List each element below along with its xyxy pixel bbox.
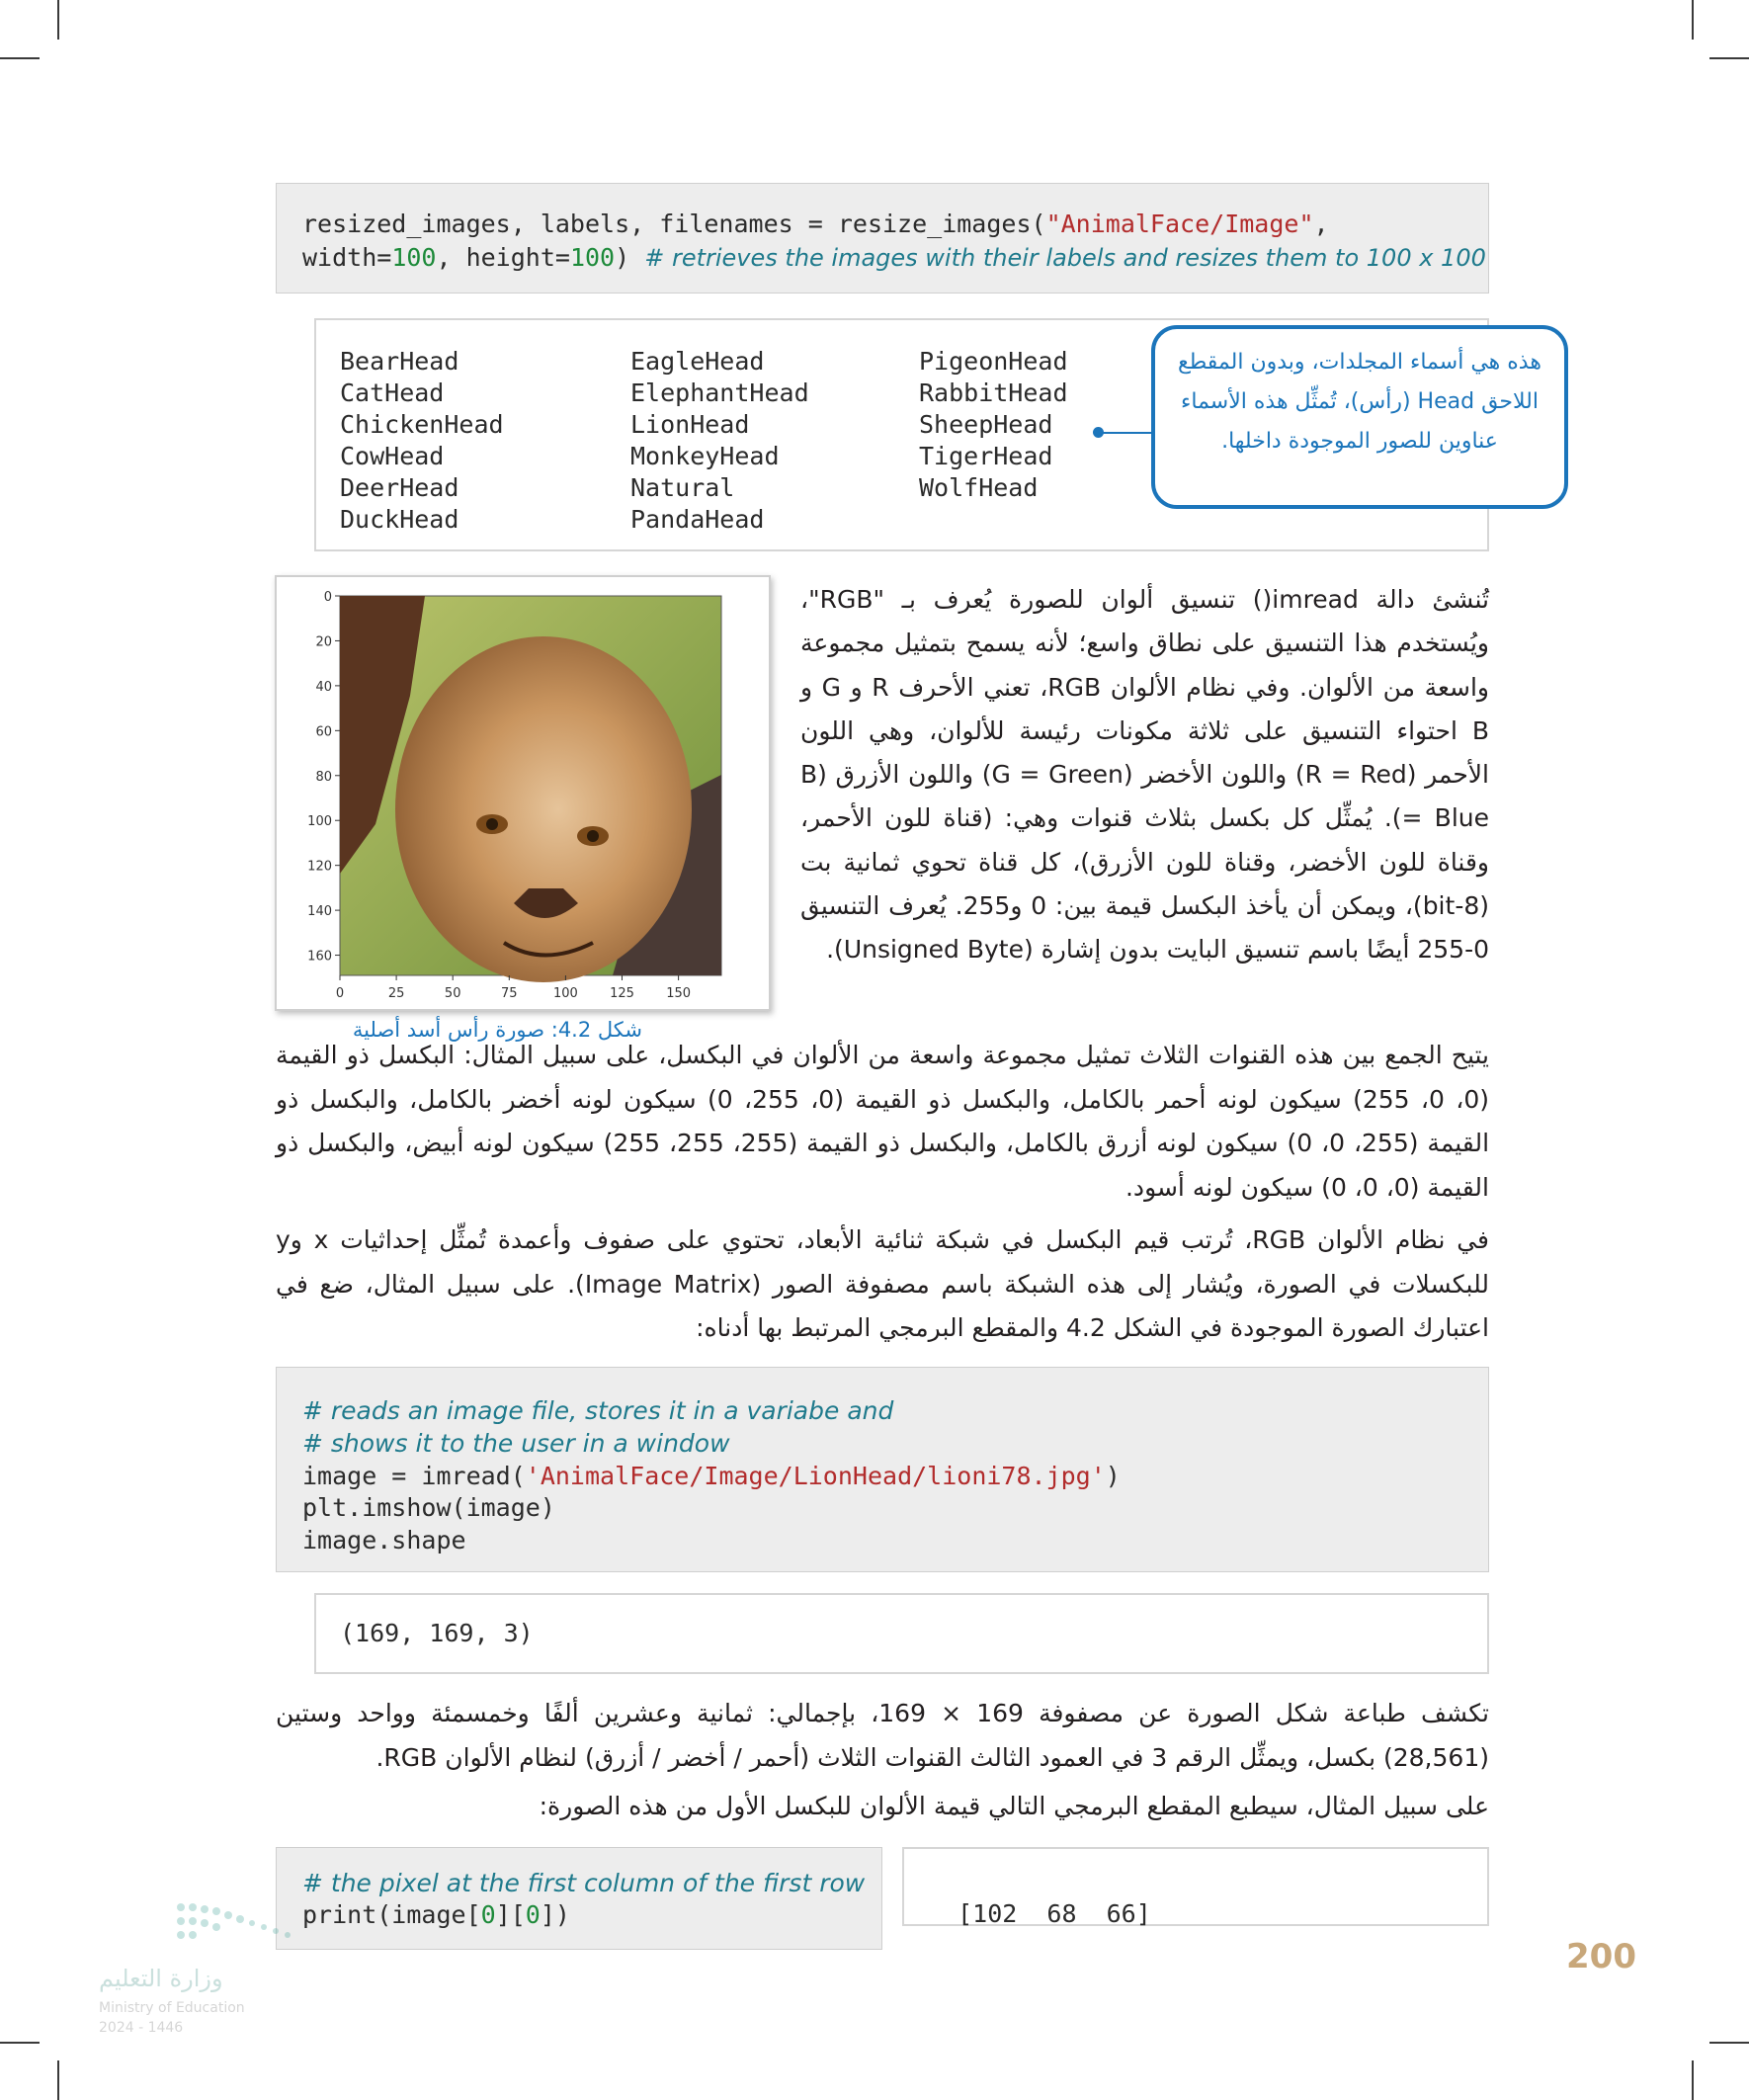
code-text: )	[1105, 1461, 1121, 1490]
folder-name: EagleHead	[630, 347, 765, 376]
folder-name: PandaHead	[630, 505, 765, 534]
logo-year: 2024 - 1446	[99, 2020, 184, 2036]
x-tick-label: 100	[552, 986, 578, 1001]
code-text: image = imread(	[302, 1461, 526, 1490]
axes	[340, 596, 721, 982]
folder-name: DeerHead	[340, 473, 459, 502]
code-block-resize	[276, 183, 1489, 294]
y-tick-label: 40	[315, 679, 332, 695]
x-axis-ticks	[336, 975, 691, 1001]
code-string: 'AnimalFace/Image/LionHead/lioni78.jpg'	[525, 1461, 1106, 1490]
code-line	[302, 241, 1488, 275]
x-tick-label: 0	[335, 986, 345, 1001]
paragraph-first-pixel: على سبيل المثال، سيطبع المقطع البرمجي التالي قيمة الألوان للبكسل الأول من هذه الصورة:	[539, 1792, 1489, 1820]
code-number: 100	[391, 243, 437, 272]
crop-mark	[57, 0, 59, 40]
crop-mark	[0, 2042, 40, 2044]
code-comment: # shows it to the user in a window	[302, 1428, 730, 1458]
code-text: , height=	[436, 243, 570, 272]
code-block-imread	[276, 1367, 1489, 1572]
code-text: print(image[	[302, 1900, 481, 1929]
shape-output	[314, 1593, 1489, 1674]
y-tick-label: 100	[307, 814, 332, 830]
folder-name: WolfHead	[919, 473, 1039, 502]
ministry-logo	[94, 1897, 321, 2046]
crop-mark	[1692, 2060, 1694, 2100]
code-line	[302, 1899, 881, 1931]
code-number: 100	[569, 243, 616, 272]
code-text: ])	[540, 1900, 570, 1929]
x-tick-label: 150	[666, 986, 692, 1001]
folder-name: Natural	[630, 473, 735, 502]
crop-mark	[1709, 2042, 1749, 2044]
code-string: "AnimalFace/Image"	[1045, 210, 1314, 238]
logo-english-name: Ministry of Education	[99, 2000, 245, 2016]
y-axis-ticks	[307, 590, 340, 965]
page-number: 200	[1566, 1937, 1636, 1976]
folder-name: SheepHead	[919, 410, 1053, 439]
code-text: resized_images, labels, filenames = resize_images(	[302, 210, 1046, 238]
figure-frame	[275, 575, 771, 1011]
figure-caption: شكل 4.2: صورة رأس أسد أصلية	[352, 1018, 642, 1042]
callout-connector-dot	[1093, 427, 1104, 438]
x-tick-label: 25	[387, 986, 405, 1001]
y-tick-label: 60	[315, 724, 332, 740]
folder-name: RabbitHead	[919, 378, 1068, 407]
x-tick-label: 125	[610, 986, 634, 1001]
code-comment: # reads an image file, stores it in a variabe and	[302, 1396, 894, 1425]
code-number: 0	[525, 1900, 541, 1929]
y-tick-label: 160	[307, 949, 332, 965]
code-text: ][	[495, 1900, 526, 1929]
y-tick-label: 0	[323, 590, 332, 605]
folder-name: MonkeyHead	[630, 442, 780, 470]
paragraph-shape-explanation: تكشف طباعة شكل الصورة عن مصفوفة 169 × 169، بإجمالي: ثمانية وعشرين ألفًا وخمسمئة وواحد وستين (28,561) بكسل، ويمثِّل الرقم 3 في العمود الثالث القنوات الثلاث (أحمر / أخضر / أزرق) لنظام الألوان RGB.	[276, 1699, 1489, 1772]
folder-name: DuckHead	[340, 505, 459, 534]
code-comment: # retrieves the images with their labels and resizes them to 100 x 100	[644, 244, 1486, 272]
folder-column-3	[919, 346, 1068, 504]
lion-head-image	[395, 636, 692, 982]
code-text: ,	[1313, 210, 1329, 238]
code-block-print-pixel	[276, 1847, 882, 1950]
code-comment: # the pixel at the first column of the first row	[302, 1869, 866, 1897]
callout-connector	[1099, 432, 1154, 434]
x-tick-label: 50	[444, 986, 461, 1001]
y-tick-label: 80	[315, 769, 332, 785]
code-line: plt.imshow(image)	[302, 1493, 555, 1523]
code-line: image.shape	[302, 1526, 466, 1555]
folder-name: PigeonHead	[919, 347, 1068, 376]
folder-name: CowHead	[340, 442, 445, 470]
y-tick-label: 20	[315, 634, 332, 650]
callout-note	[1151, 325, 1568, 509]
folder-name: ElephantHead	[630, 378, 809, 407]
y-tick-label: 120	[307, 859, 332, 875]
code-line	[302, 208, 1488, 241]
folder-name: CatHead	[340, 378, 445, 407]
x-tick-label: 75	[501, 986, 518, 1001]
output-text: [102 68 66]	[958, 1899, 1151, 1928]
folder-name: TigerHead	[919, 442, 1053, 470]
crop-mark	[57, 2060, 59, 2100]
output-text: (169, 169, 3)	[340, 1619, 534, 1647]
code-line	[302, 1461, 1488, 1493]
paragraph-image-matrix: في نظام الألوان RGB، تُرتب قيم البكسل في شبكة ثنائية الأبعاد، تحتوي على صفوف وأعمدة تُمثِّل إحداثيات x وy للبكسلات في الصورة، ويُشار إلى هذه الشبكة باسم مصفوفة الصور (Image Matrix). على سبيل المثال، ضع في اعتبارك الصورة الموجودة في الشكل 4.2 والمقطع البرمجي المرتبط بها أدناه:	[276, 1225, 1489, 1342]
folder-column-2	[630, 346, 809, 536]
logo-arabic-name: وزارة التعليم	[99, 1965, 223, 1992]
folder-name: ChickenHead	[340, 410, 504, 439]
folder-name: BearHead	[340, 347, 459, 376]
crop-mark	[1709, 57, 1749, 59]
folder-name: LionHead	[630, 410, 750, 439]
y-tick-label: 140	[307, 904, 332, 920]
folder-column-1	[340, 346, 504, 536]
crop-mark	[0, 57, 40, 59]
pixel-output	[902, 1847, 1489, 1926]
crop-mark	[1692, 0, 1694, 40]
lion-plot	[277, 577, 769, 1009]
callout-text: هذه هي أسماء المجلدات، وبدون المقطع اللاحق Head (رأس)، تُمثِّل هذه الأسماء عناوين للصور الموجودة داخلها.	[1178, 350, 1541, 454]
code-text: )	[615, 243, 630, 272]
code-number: 0	[480, 1900, 496, 1929]
paragraph-rgb-intro: تُنشئ دالة imread() تنسيق ألوان للصورة يُعرف بـ "RGB"، ويُستخدم هذا التنسيق على نطاق واسع؛ لأنه يسمح بتمثيل مجموعة واسعة من الألوان. وفي نظام الألوان RGB، تعني الأحرف R و G و B احتواء التنسيق على ثلاثة مكونات رئيسة للألوان، وهي اللون الأحمر (R = Red) واللون الأخضر (G = Green) واللون الأزرق (B = Blue). يُمثِّل كل بكسل بثلاث قنوات وهي: (قناة للون الأحمر، وقناة للون الأخضر، وقناة للون الأزرق)، كل قناة تحوي ثمانية بت (8-bit)، ويمكن أن يأخذ البكسل قيمة بين: 0 و255. يُعرف التنسيق 0-255 أيضًا باسم تنسيق البايت بدون إشارة (Unsigned Byte).	[800, 585, 1490, 965]
paragraph-rgb-combinations: يتيح الجمع بين هذه القنوات الثلاث تمثيل مجموعة واسعة من الألوان في البكسل، على سبيل المثال: البكسل ذو القيمة (0، 0، 255) سيكون لونه أحمر بالكامل، والبكسل ذو القيمة (0، 255، 0) سيكون لونه أخضر بالكامل، والبكسل ذو القيمة (255، 0، 0) سيكون لونه أزرق بالكامل، والبكسل ذو القيمة (255، 255، 255) سيكون لونه أبيض، والبكسل ذو القيمة (0، 0، 0) سيكون لونه أسود.	[276, 1041, 1490, 1202]
code-text: width=	[302, 243, 392, 272]
logo-dots-icon	[171, 1897, 309, 1957]
